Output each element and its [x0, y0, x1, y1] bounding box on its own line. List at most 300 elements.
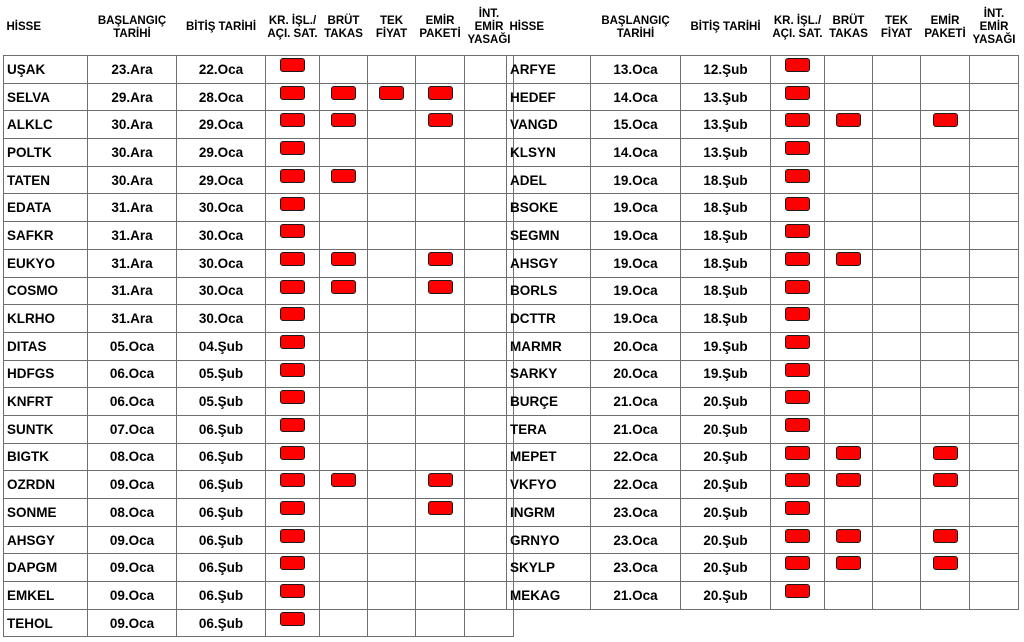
tek-fiyat-flag-cell [873, 332, 921, 360]
start-date-cell: 30.Ara [88, 111, 177, 139]
brut-takas-flag-cell [320, 194, 368, 222]
kredi-flag-cell [771, 166, 825, 194]
stock-code-cell: UŞAK [4, 56, 88, 84]
brut-takas-flag-cell [320, 471, 368, 499]
end-date-cell: 05.Şub [177, 388, 266, 416]
kredi-flag-cell [266, 526, 320, 554]
start-date-cell: 20.Oca [591, 332, 681, 360]
end-date-cell: 06.Şub [177, 554, 266, 582]
stock-code-cell: MARMR [507, 332, 591, 360]
stock-code-cell: TATEN [4, 166, 88, 194]
stock-code-cell: AHSGY [507, 249, 591, 277]
brut-takas-flag-cell [825, 388, 873, 416]
end-date-cell: 29.Oca [177, 139, 266, 167]
start-date-cell: 31.Ara [88, 277, 177, 305]
stock-code-cell: EUKYO [4, 249, 88, 277]
start-date-cell: 05.Oca [88, 332, 177, 360]
brut-takas-flag-cell [320, 499, 368, 527]
red-flag-marker [785, 584, 810, 598]
emir-paketi-flag-cell [921, 277, 970, 305]
table-row [4, 166, 514, 194]
table-row [507, 332, 1019, 360]
red-flag-marker [280, 252, 305, 266]
end-date-cell: 20.Şub [681, 415, 771, 443]
brut-takas-flag-cell [825, 582, 873, 610]
table-row [507, 111, 1019, 139]
emir-paketi-flag-cell [921, 139, 970, 167]
red-flag-marker [280, 58, 305, 72]
kredi-flag-cell [771, 582, 825, 610]
tek-fiyat-flag-cell [873, 139, 921, 167]
stock-code-cell: SONME [4, 499, 88, 527]
brut-takas-flag-cell [825, 194, 873, 222]
tek-fiyat-flag-cell [368, 249, 416, 277]
table-row [507, 305, 1019, 333]
tek-fiyat-flag-cell [368, 139, 416, 167]
end-date-cell: 30.Oca [177, 222, 266, 250]
stock-code-cell: ADEL [507, 166, 591, 194]
end-date-cell: 19.Şub [681, 360, 771, 388]
brut-takas-flag-cell [825, 443, 873, 471]
kredi-flag-cell [771, 471, 825, 499]
table-row [4, 360, 514, 388]
stock-code-cell: HEDEF [507, 83, 591, 111]
emir-paketi-flag-cell [921, 499, 970, 527]
stock-code-cell: KLSYN [507, 139, 591, 167]
table-row [507, 222, 1019, 250]
end-date-cell: 20.Şub [681, 388, 771, 416]
header-emir: EMİR PAKETİ [924, 14, 966, 40]
stock-code-cell: ARFYE [507, 56, 591, 84]
emir-paketi-flag-cell [416, 360, 465, 388]
kredi-flag-cell [771, 222, 825, 250]
start-date-cell: 23.Ara [88, 56, 177, 84]
tek-fiyat-flag-cell [368, 332, 416, 360]
tek-fiyat-flag-cell [368, 443, 416, 471]
end-date-cell: 20.Şub [681, 526, 771, 554]
red-flag-marker [280, 501, 305, 515]
table-row [507, 249, 1019, 277]
emir-paketi-flag-cell [921, 56, 970, 84]
kredi-flag-cell [266, 499, 320, 527]
red-flag-marker [280, 418, 305, 432]
kredi-flag-cell [266, 56, 320, 84]
emir-paketi-flag-cell [416, 194, 465, 222]
brut-takas-flag-cell [825, 415, 873, 443]
int-emir-flag-cell [970, 499, 1019, 527]
header-baslangic: BAŞLANGIÇ TARİHİ [601, 14, 670, 40]
emir-paketi-flag-cell [416, 388, 465, 416]
tek-fiyat-flag-cell [368, 415, 416, 443]
red-flag-marker [933, 529, 958, 543]
kredi-flag-cell [771, 388, 825, 416]
table-row [4, 277, 514, 305]
table-row [507, 194, 1019, 222]
kredi-flag-cell [266, 222, 320, 250]
emir-paketi-flag-cell [921, 360, 970, 388]
start-date-cell: 31.Ara [88, 194, 177, 222]
tek-fiyat-flag-cell [873, 471, 921, 499]
brut-takas-flag-cell [320, 360, 368, 388]
start-date-cell: 19.Oca [591, 222, 681, 250]
stock-code-cell: SARKY [507, 360, 591, 388]
red-flag-marker [280, 197, 305, 211]
brut-takas-flag-cell [320, 249, 368, 277]
red-flag-marker [785, 141, 810, 155]
emir-paketi-flag-cell [416, 305, 465, 333]
stock-code-cell: OZRDN [4, 471, 88, 499]
kredi-flag-cell [771, 111, 825, 139]
int-emir-flag-cell [970, 111, 1019, 139]
red-flag-marker [331, 280, 356, 294]
red-flag-marker [331, 252, 356, 266]
kredi-flag-cell [771, 554, 825, 582]
brut-takas-flag-cell [825, 111, 873, 139]
table-row [507, 471, 1019, 499]
red-flag-marker [280, 141, 305, 155]
emir-paketi-flag-cell [416, 554, 465, 582]
stock-code-cell: COSMO [4, 277, 88, 305]
end-date-cell: 19.Şub [681, 332, 771, 360]
kredi-flag-cell [771, 332, 825, 360]
red-flag-marker [428, 86, 453, 100]
end-date-cell: 06.Şub [177, 471, 266, 499]
table-row [4, 111, 514, 139]
brut-takas-flag-cell [825, 249, 873, 277]
start-date-cell: 06.Oca [88, 360, 177, 388]
tek-fiyat-flag-cell [368, 360, 416, 388]
stock-code-cell: POLTK [4, 139, 88, 167]
red-flag-marker [280, 584, 305, 598]
start-date-cell: 22.Oca [591, 443, 681, 471]
int-emir-flag-cell [970, 388, 1019, 416]
kredi-flag-cell [266, 83, 320, 111]
brut-takas-flag-cell [825, 360, 873, 388]
red-flag-marker [836, 473, 861, 487]
table-row [4, 526, 514, 554]
emir-paketi-flag-cell [921, 388, 970, 416]
tek-fiyat-flag-cell [873, 415, 921, 443]
end-date-cell: 18.Şub [681, 249, 771, 277]
emir-paketi-flag-cell [416, 83, 465, 111]
start-date-cell: 08.Oca [88, 443, 177, 471]
kredi-flag-cell [771, 526, 825, 554]
red-flag-marker [836, 446, 861, 460]
end-date-cell: 13.Şub [681, 83, 771, 111]
start-date-cell: 19.Oca [591, 305, 681, 333]
header-tek: TEK FİYAT [880, 14, 913, 40]
tek-fiyat-flag-cell [873, 111, 921, 139]
start-date-cell: 19.Oca [591, 249, 681, 277]
start-date-cell: 13.Oca [591, 56, 681, 84]
kredi-flag-cell [771, 360, 825, 388]
emir-paketi-flag-cell [921, 83, 970, 111]
end-date-cell: 30.Oca [177, 277, 266, 305]
brut-takas-flag-cell [320, 443, 368, 471]
end-date-cell: 22.Oca [177, 56, 266, 84]
table-row [4, 222, 514, 250]
kredi-flag-cell [266, 166, 320, 194]
start-date-cell: 19.Oca [591, 194, 681, 222]
start-date-cell: 08.Oca [88, 499, 177, 527]
tek-fiyat-flag-cell [368, 166, 416, 194]
brut-takas-flag-cell [320, 277, 368, 305]
int-emir-flag-cell [970, 554, 1019, 582]
table-row [4, 56, 514, 84]
int-emir-flag-cell [970, 332, 1019, 360]
table-row [507, 277, 1019, 305]
kredi-flag-cell [771, 499, 825, 527]
table-row [4, 305, 514, 333]
emir-paketi-flag-cell [416, 582, 465, 610]
header-hisse: HİSSE [509, 21, 545, 33]
tek-fiyat-flag-cell [368, 83, 416, 111]
kredi-flag-cell [266, 194, 320, 222]
table-row [507, 443, 1019, 471]
end-date-cell: 12.Şub [681, 56, 771, 84]
brut-takas-flag-cell [320, 56, 368, 84]
end-date-cell: 29.Oca [177, 166, 266, 194]
brut-takas-flag-cell [825, 56, 873, 84]
end-date-cell: 20.Şub [681, 499, 771, 527]
emir-paketi-flag-cell [921, 554, 970, 582]
table-row [507, 526, 1019, 554]
table-row [4, 471, 514, 499]
red-flag-marker [280, 529, 305, 543]
red-flag-marker [785, 224, 810, 238]
brut-takas-flag-cell [825, 166, 873, 194]
tek-fiyat-flag-cell [873, 526, 921, 554]
kredi-flag-cell [771, 194, 825, 222]
table-row [4, 443, 514, 471]
brut-takas-flag-cell [825, 277, 873, 305]
red-flag-marker [933, 446, 958, 460]
stock-code-cell: BORLS [507, 277, 591, 305]
brut-takas-flag-cell [320, 83, 368, 111]
table-row [507, 56, 1019, 84]
table-row [4, 388, 514, 416]
brut-takas-flag-cell [320, 609, 368, 637]
header-brut: BRÜT TAKAS [324, 14, 363, 40]
emir-paketi-flag-cell [921, 305, 970, 333]
tek-fiyat-flag-cell [873, 166, 921, 194]
emir-paketi-flag-cell [416, 56, 465, 84]
header-tek: TEK FİYAT [375, 14, 408, 40]
kredi-flag-cell [266, 388, 320, 416]
tek-fiyat-flag-cell [873, 388, 921, 416]
int-emir-flag-cell [970, 305, 1019, 333]
left-stock-table [3, 0, 514, 637]
end-date-cell: 13.Şub [681, 139, 771, 167]
tek-fiyat-flag-cell [368, 222, 416, 250]
emir-paketi-flag-cell [416, 471, 465, 499]
kredi-flag-cell [266, 111, 320, 139]
header-kredi: KR. İŞL./ AÇI. SAT. [772, 14, 823, 40]
red-flag-marker [280, 473, 305, 487]
end-date-cell: 18.Şub [681, 222, 771, 250]
table-row [4, 554, 514, 582]
brut-takas-flag-cell [320, 415, 368, 443]
start-date-cell: 29.Ara [88, 83, 177, 111]
red-flag-marker [785, 113, 810, 127]
kredi-flag-cell [266, 139, 320, 167]
stock-code-cell: BURÇE [507, 388, 591, 416]
end-date-cell: 30.Oca [177, 305, 266, 333]
brut-takas-flag-cell [825, 222, 873, 250]
brut-takas-flag-cell [825, 139, 873, 167]
kredi-flag-cell [266, 305, 320, 333]
red-flag-marker [785, 529, 810, 543]
start-date-cell: 21.Oca [591, 388, 681, 416]
red-flag-marker [428, 501, 453, 515]
right-header-row [507, 0, 1019, 56]
start-date-cell: 31.Ara [88, 222, 177, 250]
tek-fiyat-flag-cell [873, 277, 921, 305]
kredi-flag-cell [266, 332, 320, 360]
brut-takas-flag-cell [320, 222, 368, 250]
kredi-flag-cell [771, 415, 825, 443]
stock-code-cell: VKFYO [507, 471, 591, 499]
kredi-flag-cell [771, 139, 825, 167]
table-row [507, 83, 1019, 111]
table-row [507, 582, 1019, 610]
tek-fiyat-flag-cell [368, 609, 416, 637]
kredi-flag-cell [771, 249, 825, 277]
brut-takas-flag-cell [320, 388, 368, 416]
red-flag-marker [785, 335, 810, 349]
stock-code-cell: ALKLC [4, 111, 88, 139]
red-flag-marker [280, 307, 305, 321]
start-date-cell: 30.Ara [88, 139, 177, 167]
red-flag-marker [280, 86, 305, 100]
stock-code-cell: DCTTR [507, 305, 591, 333]
table-row [507, 166, 1019, 194]
header-emir: EMİR PAKETİ [419, 14, 461, 40]
emir-paketi-flag-cell [416, 111, 465, 139]
stock-code-cell: SAFKR [4, 222, 88, 250]
stock-code-cell: HDFGS [4, 360, 88, 388]
kredi-flag-cell [771, 56, 825, 84]
stock-code-cell: TERA [507, 415, 591, 443]
stock-code-cell: DITAS [4, 332, 88, 360]
red-flag-marker [785, 252, 810, 266]
start-date-cell: 30.Ara [88, 166, 177, 194]
table-row [507, 415, 1019, 443]
emir-paketi-flag-cell [416, 166, 465, 194]
brut-takas-flag-cell [825, 332, 873, 360]
int-emir-flag-cell [970, 249, 1019, 277]
red-flag-marker [785, 169, 810, 183]
red-flag-marker [280, 169, 305, 183]
tek-fiyat-flag-cell [873, 56, 921, 84]
emir-paketi-flag-cell [416, 222, 465, 250]
tek-fiyat-flag-cell [873, 305, 921, 333]
stock-code-cell: DAPGM [4, 554, 88, 582]
stock-code-cell: BSOKE [507, 194, 591, 222]
table-row [4, 83, 514, 111]
start-date-cell: 23.Oca [591, 526, 681, 554]
header-baslangic: BAŞLANGIÇ TARİHİ [97, 14, 167, 40]
red-flag-marker [785, 556, 810, 570]
red-flag-marker [280, 363, 305, 377]
start-date-cell: 21.Oca [591, 415, 681, 443]
red-flag-marker [428, 252, 453, 266]
end-date-cell: 18.Şub [681, 277, 771, 305]
stock-code-cell: KNFRT [4, 388, 88, 416]
table-row [4, 249, 514, 277]
int-emir-flag-cell [970, 415, 1019, 443]
int-emir-flag-cell [970, 471, 1019, 499]
left-table-panel [3, 0, 514, 637]
red-flag-marker [428, 280, 453, 294]
red-flag-marker [785, 363, 810, 377]
table-row [507, 554, 1019, 582]
red-flag-marker [785, 307, 810, 321]
end-date-cell: 20.Şub [681, 443, 771, 471]
start-date-cell: 31.Ara [88, 305, 177, 333]
stock-code-cell: TEHOL [4, 609, 88, 637]
int-emir-flag-cell [970, 526, 1019, 554]
start-date-cell: 31.Ara [88, 249, 177, 277]
start-date-cell: 09.Oca [88, 609, 177, 637]
red-flag-marker [428, 473, 453, 487]
stock-code-cell: MEPET [507, 443, 591, 471]
table-row [507, 360, 1019, 388]
tek-fiyat-flag-cell [368, 471, 416, 499]
end-date-cell: 18.Şub [681, 305, 771, 333]
stock-code-cell: SEGMN [507, 222, 591, 250]
stock-code-cell: SELVA [4, 83, 88, 111]
int-emir-flag-cell [970, 83, 1019, 111]
kredi-flag-cell [266, 582, 320, 610]
emir-paketi-flag-cell [921, 249, 970, 277]
tek-fiyat-flag-cell [368, 56, 416, 84]
brut-takas-flag-cell [825, 471, 873, 499]
red-flag-marker [428, 113, 453, 127]
stock-code-cell: EMKEL [4, 582, 88, 610]
tek-fiyat-flag-cell [368, 111, 416, 139]
red-flag-marker [280, 556, 305, 570]
end-date-cell: 30.Oca [177, 194, 266, 222]
tek-fiyat-flag-cell [873, 554, 921, 582]
int-emir-flag-cell [970, 443, 1019, 471]
end-date-cell: 06.Şub [177, 499, 266, 527]
stock-code-cell: EDATA [4, 194, 88, 222]
tek-fiyat-flag-cell [873, 360, 921, 388]
header-int: İNT. EMİR YASAĞI [467, 8, 511, 46]
kredi-flag-cell [266, 277, 320, 305]
end-date-cell: 06.Şub [177, 526, 266, 554]
emir-paketi-flag-cell [416, 332, 465, 360]
table-row [4, 415, 514, 443]
start-date-cell: 09.Oca [88, 582, 177, 610]
table-row [4, 609, 514, 637]
red-flag-marker [933, 556, 958, 570]
start-date-cell: 19.Oca [591, 277, 681, 305]
red-flag-marker [836, 556, 861, 570]
table-row [4, 582, 514, 610]
emir-paketi-flag-cell [921, 166, 970, 194]
emir-paketi-flag-cell [921, 471, 970, 499]
red-flag-marker [785, 58, 810, 72]
emir-paketi-flag-cell [416, 499, 465, 527]
brut-takas-flag-cell [320, 305, 368, 333]
red-flag-marker [785, 390, 810, 404]
kredi-flag-cell [266, 415, 320, 443]
red-flag-marker [280, 335, 305, 349]
brut-takas-flag-cell [320, 332, 368, 360]
tek-fiyat-flag-cell [873, 83, 921, 111]
